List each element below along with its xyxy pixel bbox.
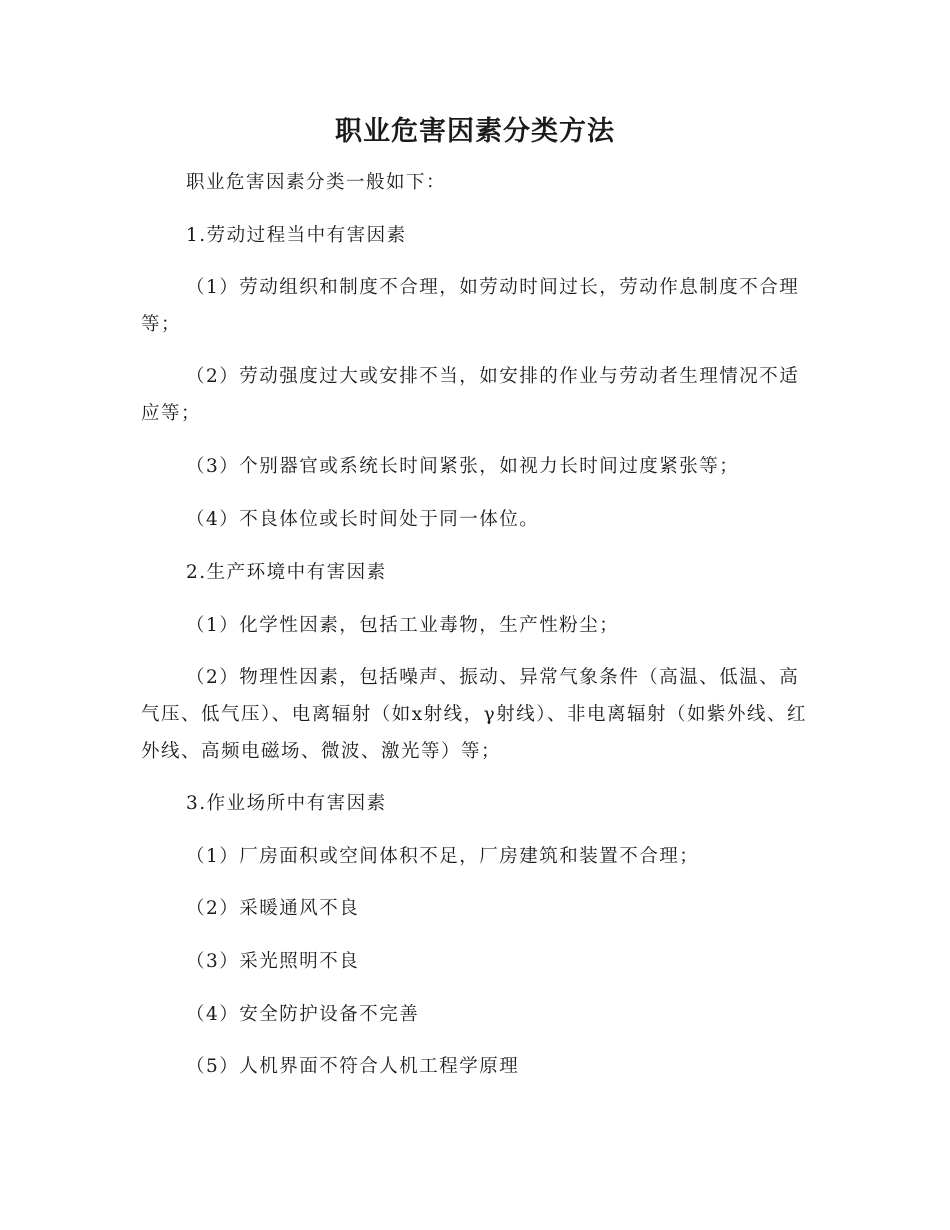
list-item: （1）化学性因素，包括工业毒物，生产性粉尘； xyxy=(186,615,620,636)
list-item: （2）采暖通风不良 xyxy=(186,898,360,919)
list-item: （3）个别器官或系统长时间紧张，如视力长时间过度紧张等； xyxy=(186,456,740,477)
list-item: （4）不良体位或长时间处于同一体位。 xyxy=(186,509,540,530)
list-item: （3）采光照明不良 xyxy=(186,951,360,972)
list-item: （1）劳动组织和制度不合理，如劳动时间过长，劳动作息制度不合理等； xyxy=(141,277,800,335)
list-item: （4）安全防护设备不完善 xyxy=(186,1004,420,1025)
heading-workplace: 3.作业场所中有害因素 xyxy=(186,793,387,814)
list-item: （2）劳动强度过大或安排不当，如安排的作业与劳动者生理情况不适应等； xyxy=(141,366,800,424)
list-item: （2）物理性因素，包括噪声、振动、异常气象条件（高温、低温、高气压、低气压）、电离辐射（如x射线，γ射线）、非电离辐射（如紫外线、红外线、高频电磁场、微波、激光等）等； xyxy=(141,667,807,762)
heading-production-environment: 2.生产环境中有害因素 xyxy=(186,562,387,583)
list-item: （1）厂房面积或空间体积不足，厂房建筑和装置不合理； xyxy=(186,846,700,867)
list-item: （5）人机界面不符合人机工程学原理 xyxy=(186,1056,520,1077)
heading-labor-process: 1.劳动过程当中有害因素 xyxy=(186,225,407,246)
paragraph-intro: 职业危害因素分类一般如下： xyxy=(186,172,447,193)
document-title: 职业危害因素分类方法 xyxy=(335,116,615,147)
